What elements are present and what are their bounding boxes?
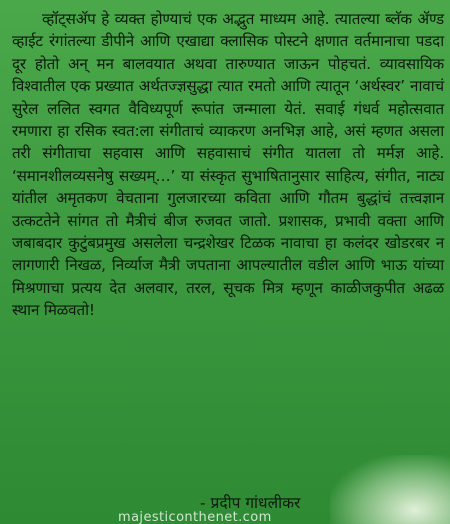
cover-highlight <box>330 455 450 524</box>
blurb-paragraph: व्हॉट्सॲप हे व्यक्त होण्याचं एक अद्भुत माध्यम आहे. त्यातल्या ब्लॅक ॲण्ड व्हाईट रंगांतल्या डीपीने आणि एखाद्या क्लासिक पोस्टने क्षणात वर्तमानाचा पडदा दूर होतो अन् मन बालवयात अथवा तारुण्यात जाऊन पोहचतं. व्यावसायिक विश्वातील एक प्रख्यात अर्थतज्ज्ञसुद्धा त्यात रमतो आणि त्यातून ‘अर्थस्वर’ नावाचं सुरेल ललित स्वगत वैविध्यपूर्ण रूपांत जन्माला येतं. सवाई गंधर्व महोत्सवात रमणारा हा रसिक स्वत:ला संगीताचं व्याकरण अनभिज्ञ आहे, असं म्हणत असला तरी संगीताचा सहवास आणि सहवासाचं संगीत यातला तो मर्मज्ञ आहे. ‘समानशीलव्यसनेषु सख्यम्…’ या संस्कृत सुभाषितानुसार साहित्य, संगीत, नाट्य यांतील अमृतकण वेचताना गुलजारच्या कविता आणि गौतम बुद्धांचं तत्त्वज्ञान उत्कटतेने सांगत तो मैत्रीचं बीज रुजवत जातो. प्रशासक, प्रभावी वक्ता आणि जबाबदार कुटुंबप्रमुख असलेला चन्द्रशेखर टिळक नावाचा हा कलंदर खोडरबर न लागणारी निखळ, निर्व्याज मैत्री जपताना आपल्यातील वडील आणि भाऊ यांच्या मिश्रणाचा प्रत्यय देत अलवार, तरल, सूचक मित्र म्हणून काळीजकुपीत अढळ स्थान मिळवतो! <box>12 10 444 320</box>
watermark: majesticonthenet.com <box>118 510 272 524</box>
blurb-signature: - प्रदीप गांधलीकर <box>200 494 301 512</box>
